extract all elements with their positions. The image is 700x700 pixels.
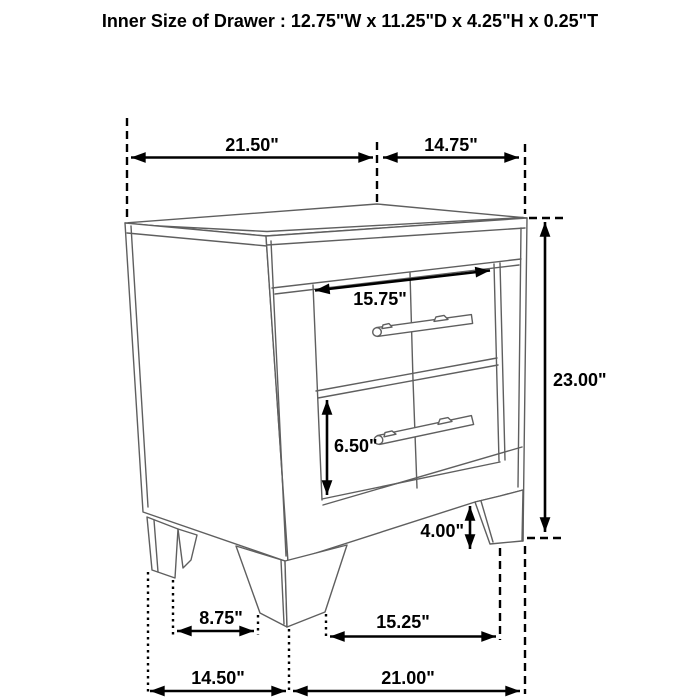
drawer-height-label: 6.50" bbox=[334, 436, 378, 456]
base-depth-label: 14.50" bbox=[191, 668, 245, 688]
side-leg-spacing-label: 8.75" bbox=[199, 608, 243, 628]
dimension-top-depth bbox=[383, 135, 519, 158]
dimension-base-depth bbox=[150, 668, 286, 691]
leg-height-label: 4.00" bbox=[420, 521, 464, 541]
drawer-width-label: 15.75" bbox=[353, 289, 407, 309]
top-depth-label: 14.75" bbox=[424, 135, 478, 155]
dimension-front-leg-spacing bbox=[330, 612, 496, 637]
dimension-side-leg-spacing bbox=[177, 608, 254, 631]
base-width-label: 21.00" bbox=[381, 668, 435, 688]
nightstand-side-panel bbox=[125, 223, 288, 562]
dimension-overall-height bbox=[545, 222, 607, 532]
top-width-label: 21.50" bbox=[225, 135, 279, 155]
page-title: Inner Size of Drawer : 12.75"W x 11.25"D x 4.25"H x 0.25"T bbox=[101, 11, 599, 31]
front-leg-spacing-label: 15.25" bbox=[376, 612, 430, 632]
dimension-base-width bbox=[293, 668, 520, 691]
dimension-top-width bbox=[131, 135, 373, 158]
overall-height-label: 23.00" bbox=[553, 370, 607, 390]
